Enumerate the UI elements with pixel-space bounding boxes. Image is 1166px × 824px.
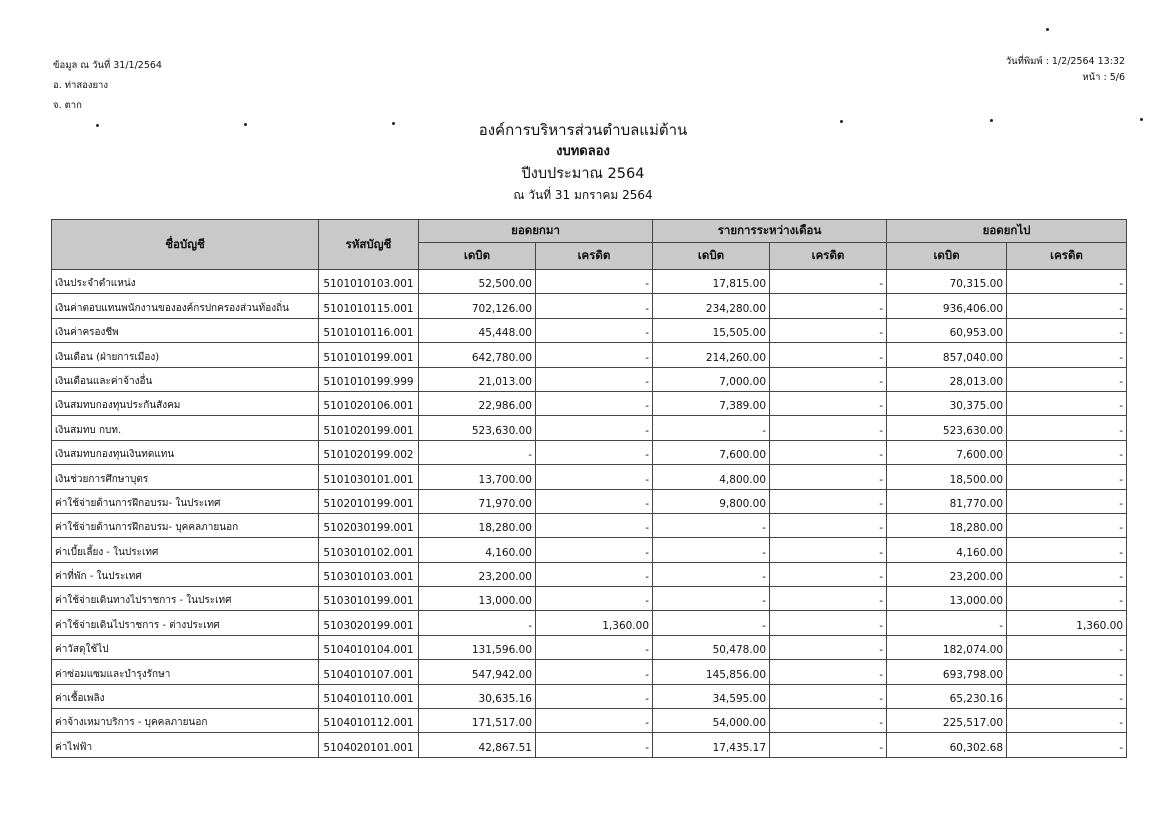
- carried-forward-credit-cell: -: [1007, 538, 1127, 562]
- carried-forward-debit-cell: 18,500.00: [887, 465, 1007, 489]
- brought-forward-credit-cell: -: [536, 294, 653, 318]
- province: จ. ตาก: [53, 100, 82, 111]
- carried-forward-debit-cell: 4,160.00: [887, 538, 1007, 562]
- table-row: [52, 489, 1127, 513]
- month-debit-cell: 50,478.00: [653, 635, 770, 659]
- month-credit-cell: -: [770, 489, 887, 513]
- ledger-rows: [52, 270, 1127, 758]
- carried-forward-debit-cell: 18,280.00: [887, 513, 1007, 537]
- carried-forward-debit-cell: 7,600.00: [887, 440, 1007, 464]
- account-code-cell: 5101030101.001: [319, 465, 419, 489]
- month-credit-cell: -: [770, 318, 887, 342]
- brought-forward-debit-cell: 45,448.00: [419, 318, 536, 342]
- carried-forward-credit-cell: -: [1007, 660, 1127, 684]
- month-credit-cell: -: [770, 416, 887, 440]
- brought-forward-debit-cell: 13,700.00: [419, 465, 536, 489]
- account-code-cell: 5101010116.001: [319, 318, 419, 342]
- table-row: [52, 318, 1127, 342]
- month-credit-cell: -: [770, 343, 887, 367]
- brought-forward-credit-cell: -: [536, 465, 653, 489]
- brought-forward-debit-cell: 131,596.00: [419, 635, 536, 659]
- month-credit-cell: -: [770, 465, 887, 489]
- scan-speck: [1046, 28, 1049, 31]
- month-debit-cell: -: [653, 611, 770, 635]
- brought-forward-header: ยอดยกมา: [419, 220, 653, 243]
- brought-forward-credit-cell: -: [536, 684, 653, 708]
- month-debit-cell: 17,435.17: [653, 733, 770, 757]
- report-meta-right: [1006, 56, 1125, 88]
- brought-forward-credit-cell: -: [536, 709, 653, 733]
- brought-forward-debit-cell: 642,780.00: [419, 343, 536, 367]
- account-code-cell: 5103020199.001: [319, 611, 419, 635]
- brought-forward-credit-cell: -: [536, 513, 653, 537]
- table-row: [52, 709, 1127, 733]
- month-credit-cell: -: [770, 562, 887, 586]
- brought-forward-debit-cell: 702,126.00: [419, 294, 536, 318]
- account-name-cell: ค่าใช้จ่ายด้านการฝึกอบรม- ในประเทศ: [52, 489, 319, 513]
- table-row: [52, 294, 1127, 318]
- data-date: ข้อมูล ณ วันที่ 31/1/2564: [53, 60, 162, 71]
- table-row: [52, 733, 1127, 757]
- debit-header: เดบิต: [653, 243, 770, 270]
- account-code-cell: 5103010102.001: [319, 538, 419, 562]
- carried-forward-debit-cell: 30,375.00: [887, 391, 1007, 415]
- brought-forward-debit-cell: 42,867.51: [419, 733, 536, 757]
- account-name-cell: เงินสมทบกองทุนประกันสังคม: [52, 391, 319, 415]
- table-row: [52, 367, 1127, 391]
- month-credit-cell: -: [770, 587, 887, 611]
- month-credit-cell: -: [770, 538, 887, 562]
- carried-forward-credit-cell: -: [1007, 489, 1127, 513]
- brought-forward-debit-cell: -: [419, 440, 536, 464]
- account-name-cell: เงินสมทบ กบท.: [52, 416, 319, 440]
- account-code-cell: 5104010110.001: [319, 684, 419, 708]
- table-row: [52, 635, 1127, 659]
- brought-forward-credit-cell: -: [536, 733, 653, 757]
- brought-forward-credit-cell: -: [536, 343, 653, 367]
- carried-forward-credit-cell: -: [1007, 440, 1127, 464]
- month-debit-cell: 9,800.00: [653, 489, 770, 513]
- page-number: หน้า : 5/6: [1082, 72, 1125, 83]
- org-name: องค์การบริหารส่วนตำบลแม่ต้าน: [478, 121, 688, 139]
- account-code-cell: 5104010112.001: [319, 709, 419, 733]
- brought-forward-credit-cell: -: [536, 635, 653, 659]
- account-code-cell: 5102030199.001: [319, 513, 419, 537]
- brought-forward-credit-cell: -: [536, 440, 653, 464]
- account-code-cell: 5104010107.001: [319, 660, 419, 684]
- carried-forward-credit-cell: -: [1007, 465, 1127, 489]
- carried-forward-debit-cell: 936,406.00: [887, 294, 1007, 318]
- brought-forward-credit-cell: -: [536, 318, 653, 342]
- month-credit-cell: -: [770, 513, 887, 537]
- table-row: [52, 660, 1127, 684]
- table-row: [52, 465, 1127, 489]
- carried-forward-debit-cell: 13,000.00: [887, 587, 1007, 611]
- account-code-cell: 5101010103.001: [319, 270, 419, 294]
- credit-header: เครดิต: [536, 243, 653, 270]
- brought-forward-credit-cell: -: [536, 587, 653, 611]
- account-code-cell: 5104020101.001: [319, 733, 419, 757]
- carried-forward-debit-cell: 182,074.00: [887, 635, 1007, 659]
- carried-forward-credit-cell: 1,360.00: [1007, 611, 1127, 635]
- carried-forward-debit-cell: 23,200.00: [887, 562, 1007, 586]
- month-credit-cell: -: [770, 391, 887, 415]
- account-code-cell: 5101010199.001: [319, 343, 419, 367]
- carried-forward-debit-cell: 81,770.00: [887, 489, 1007, 513]
- month-debit-cell: 17,815.00: [653, 270, 770, 294]
- account-name-cell: ค่าไฟฟ้า: [52, 733, 319, 757]
- carried-forward-credit-cell: -: [1007, 270, 1127, 294]
- brought-forward-debit-cell: 30,635.16: [419, 684, 536, 708]
- account-name-cell: เงินเดือนและค่าจ้างอื่น: [52, 367, 319, 391]
- account-name-cell: เงินเดือน (ฝ่ายการเมือง): [52, 343, 319, 367]
- month-debit-cell: -: [653, 416, 770, 440]
- brought-forward-credit-cell: -: [536, 489, 653, 513]
- account-name-cell: ค่าซ่อมแซมและบำรุงรักษา: [52, 660, 319, 684]
- month-credit-cell: -: [770, 709, 887, 733]
- month-debit-cell: 54,000.00: [653, 709, 770, 733]
- brought-forward-debit-cell: -: [419, 611, 536, 635]
- account-code-cell: 5102010199.001: [319, 489, 419, 513]
- credit-header: เครดิต: [770, 243, 887, 270]
- brought-forward-credit-cell: -: [536, 660, 653, 684]
- account-code-cell: 5101020199.002: [319, 440, 419, 464]
- table-row: [52, 343, 1127, 367]
- brought-forward-credit-cell: -: [536, 367, 653, 391]
- account-name-cell: เงินช่วยการศึกษาบุตร: [52, 465, 319, 489]
- account-code-cell: 5103010199.001: [319, 587, 419, 611]
- account-name-cell: เงินประจำตำแหน่ง: [52, 270, 319, 294]
- brought-forward-debit-cell: 52,500.00: [419, 270, 536, 294]
- as-of-date: ณ วันที่ 31 มกราคม 2564: [513, 188, 653, 202]
- month-debit-cell: 234,280.00: [653, 294, 770, 318]
- carried-forward-credit-cell: -: [1007, 587, 1127, 611]
- carried-forward-header: ยอดยกไป: [887, 220, 1127, 243]
- month-debit-cell: -: [653, 587, 770, 611]
- table-row: [52, 391, 1127, 415]
- month-debit-cell: 34,595.00: [653, 684, 770, 708]
- carried-forward-debit-cell: 60,302.68: [887, 733, 1007, 757]
- carried-forward-debit-cell: 65,230.16: [887, 684, 1007, 708]
- table-row: [52, 611, 1127, 635]
- month-debit-cell: 15,505.00: [653, 318, 770, 342]
- debit-header: เดบิต: [887, 243, 1007, 270]
- carried-forward-debit-cell: 523,630.00: [887, 416, 1007, 440]
- account-code-header: รหัสบัญชี: [319, 220, 419, 270]
- carried-forward-credit-cell: -: [1007, 709, 1127, 733]
- table-row: [52, 538, 1127, 562]
- table-row: [52, 440, 1127, 464]
- account-name-cell: ค่าจ้างเหมาบริการ - บุคคลภายนอก: [52, 709, 319, 733]
- month-debit-cell: 4,800.00: [653, 465, 770, 489]
- brought-forward-credit-cell: -: [536, 270, 653, 294]
- brought-forward-debit-cell: 23,200.00: [419, 562, 536, 586]
- print-date: วันที่พิมพ์ : 1/2/2564 13:32: [1005, 56, 1125, 67]
- carried-forward-credit-cell: -: [1007, 294, 1127, 318]
- month-credit-cell: -: [770, 440, 887, 464]
- account-code-cell: 5101010115.001: [319, 294, 419, 318]
- brought-forward-debit-cell: 547,942.00: [419, 660, 536, 684]
- report-title-block: [0, 118, 1166, 204]
- carried-forward-credit-cell: -: [1007, 635, 1127, 659]
- table-row: [52, 562, 1127, 586]
- month-debit-cell: 7,600.00: [653, 440, 770, 464]
- carried-forward-debit-cell: 28,013.00: [887, 367, 1007, 391]
- debit-header: เดบิต: [419, 243, 536, 270]
- brought-forward-debit-cell: 22,986.00: [419, 391, 536, 415]
- carried-forward-credit-cell: -: [1007, 367, 1127, 391]
- account-name-cell: ค่าเบี้ยเลี้ยง - ในประเทศ: [52, 538, 319, 562]
- month-debit-cell: 145,856.00: [653, 660, 770, 684]
- brought-forward-debit-cell: 21,013.00: [419, 367, 536, 391]
- carried-forward-debit-cell: 857,040.00: [887, 343, 1007, 367]
- table-row: [52, 513, 1127, 537]
- carried-forward-debit-cell: 70,315.00: [887, 270, 1007, 294]
- brought-forward-debit-cell: 18,280.00: [419, 513, 536, 537]
- brought-forward-debit-cell: 13,000.00: [419, 587, 536, 611]
- brought-forward-credit-cell: 1,360.00: [536, 611, 653, 635]
- table-row: [52, 684, 1127, 708]
- district: อ. ท่าสองยาง: [53, 80, 109, 91]
- account-code-cell: 5101020199.001: [319, 416, 419, 440]
- report-name: งบทดลอง: [556, 144, 610, 159]
- month-credit-cell: -: [770, 684, 887, 708]
- month-credit-cell: -: [770, 635, 887, 659]
- carried-forward-credit-cell: -: [1007, 562, 1127, 586]
- brought-forward-credit-cell: -: [536, 538, 653, 562]
- brought-forward-debit-cell: 171,517.00: [419, 709, 536, 733]
- credit-header: เครดิต: [1007, 243, 1127, 270]
- carried-forward-debit-cell: 693,798.00: [887, 660, 1007, 684]
- month-credit-cell: -: [770, 367, 887, 391]
- carried-forward-debit-cell: 225,517.00: [887, 709, 1007, 733]
- month-credit-cell: -: [770, 270, 887, 294]
- carried-forward-debit-cell: 60,953.00: [887, 318, 1007, 342]
- account-name-cell: เงินสมทบกองทุนเงินทดแทน: [52, 440, 319, 464]
- carried-forward-credit-cell: -: [1007, 416, 1127, 440]
- account-name-cell: เงินค่าครองชีพ: [52, 318, 319, 342]
- month-credit-cell: -: [770, 660, 887, 684]
- account-name-cell: ค่าใช้จ่ายเดินทางไปราชการ - ในประเทศ: [52, 587, 319, 611]
- account-code-cell: 5101010199.999: [319, 367, 419, 391]
- month-credit-cell: -: [770, 733, 887, 757]
- trial-balance-table: [51, 219, 1127, 758]
- month-debit-cell: -: [653, 538, 770, 562]
- account-code-cell: 5101020106.001: [319, 391, 419, 415]
- table-row: [52, 587, 1127, 611]
- account-name-cell: ค่าวัสดุใช้ไป: [52, 635, 319, 659]
- brought-forward-debit-cell: 71,970.00: [419, 489, 536, 513]
- month-credit-cell: -: [770, 611, 887, 635]
- carried-forward-credit-cell: -: [1007, 733, 1127, 757]
- fiscal-year: ปีงบประมาณ 2564: [521, 166, 645, 182]
- account-name-header: ชื่อบัญชี: [52, 220, 319, 270]
- carried-forward-credit-cell: -: [1007, 318, 1127, 342]
- account-name-cell: ค่าที่พัก - ในประเทศ: [52, 562, 319, 586]
- table-row: [52, 416, 1127, 440]
- account-name-cell: เงินค่าตอบแทนพนักงานขององค์กรปกครองส่วนท้องถิ่น: [52, 294, 319, 318]
- carried-forward-credit-cell: -: [1007, 391, 1127, 415]
- brought-forward-credit-cell: -: [536, 416, 653, 440]
- carried-forward-debit-cell: -: [887, 611, 1007, 635]
- table-row: [52, 270, 1127, 294]
- month-credit-cell: -: [770, 294, 887, 318]
- brought-forward-credit-cell: -: [536, 562, 653, 586]
- month-debit-cell: -: [653, 513, 770, 537]
- brought-forward-credit-cell: -: [536, 391, 653, 415]
- brought-forward-debit-cell: 4,160.00: [419, 538, 536, 562]
- account-name-cell: ค่าเชื้อเพลิง: [52, 684, 319, 708]
- account-code-cell: 5104010104.001: [319, 635, 419, 659]
- month-debit-cell: -: [653, 562, 770, 586]
- month-debit-cell: 214,260.00: [653, 343, 770, 367]
- during-month-header: รายการระหว่างเดือน: [653, 220, 887, 243]
- account-code-cell: 5103010103.001: [319, 562, 419, 586]
- carried-forward-credit-cell: -: [1007, 513, 1127, 537]
- account-name-cell: ค่าใช้จ่ายเดินไปราชการ - ต่างประเทศ: [52, 611, 319, 635]
- carried-forward-credit-cell: -: [1007, 343, 1127, 367]
- carried-forward-credit-cell: -: [1007, 684, 1127, 708]
- brought-forward-debit-cell: 523,630.00: [419, 416, 536, 440]
- month-debit-cell: 7,389.00: [653, 391, 770, 415]
- report-meta-left: [53, 60, 162, 120]
- month-debit-cell: 7,000.00: [653, 367, 770, 391]
- account-name-cell: ค่าใช้จ่ายด้านการฝึกอบรม- บุคคลภายนอก: [52, 513, 319, 537]
